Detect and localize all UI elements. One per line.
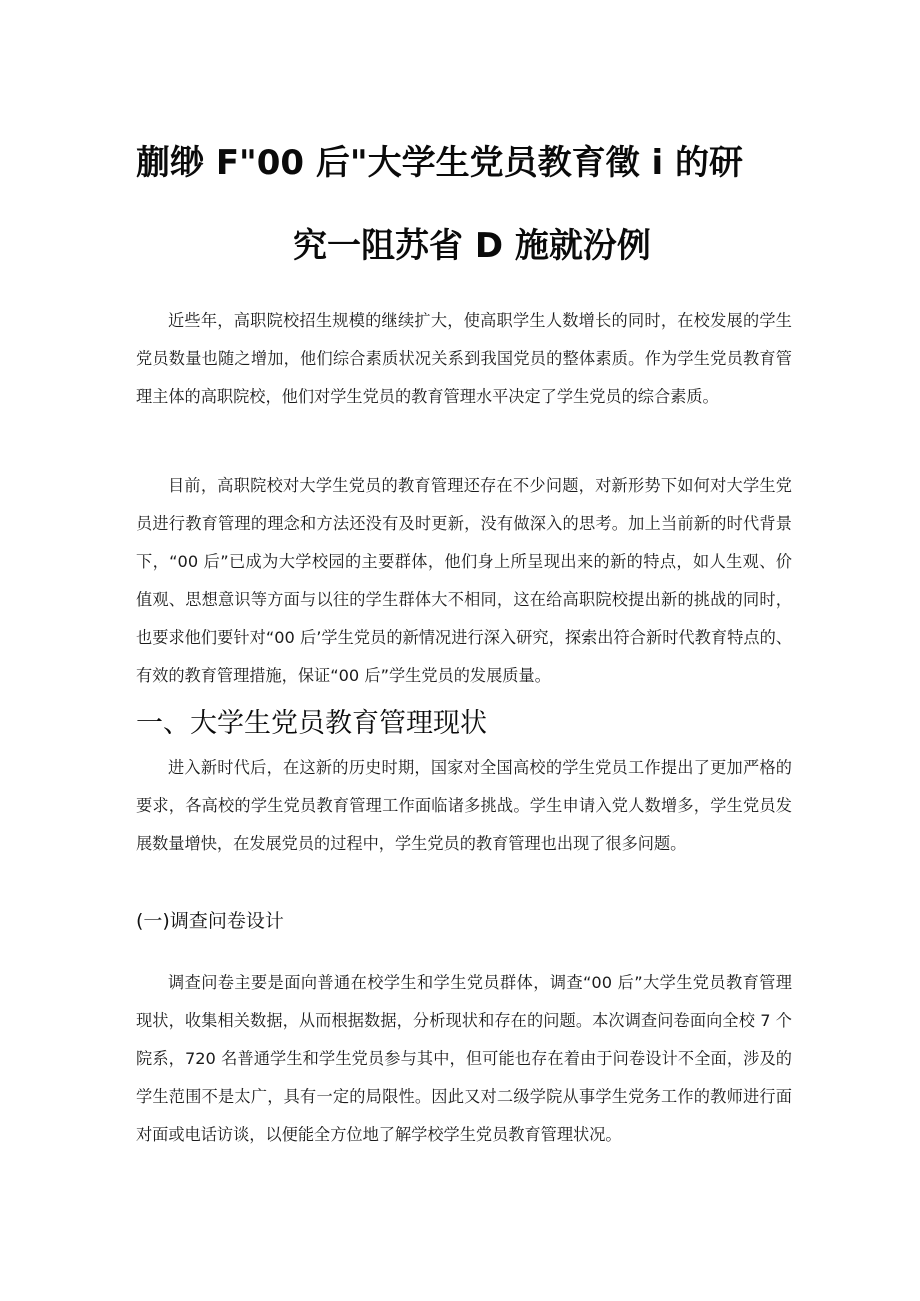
paragraph-survey-design: 调查问卷主要是面向普通在校学生和学生党员群体，调查“00 后”大学生党员教育管理现状，收集相关数据，从而根据数据，分析现状和存在的问题。本次调查问卷面向全校 7 个院系，720 名普通学生和学生党员参与其中，但可能也存在着由于问卷设计不全面，涉及的学生范围不是太广，具有一定的局限性。因此又对二级学院从事学生党务工作的教师进行面对面或电话访谈，以便能全方位地了解学校学生党员教育管理状况。 (136, 973, 792, 1144)
section-heading-1: 一、大学生党员教育管理现状 (136, 708, 487, 739)
paragraph-current-situation: 目前，高职院校对大学生党员的教育管理还存在不少问题，对新形势下如何对大学生党员进行教育管理的理念和方法还没有及时更新，没有做深入的思考。加上当前新的时代背景下，“00 后”已成为大学校园的主要群体，他们身上所呈现出来的新的特点，如人生观、价值观、思想意识等方面与以往的学生群体大不相同，这在给高职院校提出新的挑战的同时，也要求他们要针对“00 后’学生党员的新情况进行深入研究，探索出符合新时代教育特点的、有效的教育管理措施，保证“00 后”学生党员的发展质量。 (136, 476, 792, 685)
paragraph-intro: 近些年，高职院校招生规模的继续扩大，使高职学生人数增长的同时，在校发展的学生党员数量也随之增加，他们综合素质状况关系到我国党员的整体素质。作为学生党员教育管理主体的高职院校，他们对学生党员的教育管理水平决定了学生党员的综合素质。 (136, 311, 792, 406)
subsection-heading-1: (一)调查问卷设计 (136, 910, 284, 932)
paragraph-new-era: 进入新时代后，在这新的历史时期，国家对全国高校的学生党员工作提出了更加严格的要求，各高校的学生党员教育管理工作面临诸多挑战。学生申请入党人数增多，学生党员发展数量增快，在发展党员的过程中，学生党员的教育管理也出现了很多问题。 (136, 758, 792, 853)
document-title-line-1: 蒯缈 F"00 后"大学生党员教育徵 i 的研 (136, 143, 743, 183)
document-title-line-2: 究一阻苏省 D 施就汾例 (293, 226, 651, 266)
